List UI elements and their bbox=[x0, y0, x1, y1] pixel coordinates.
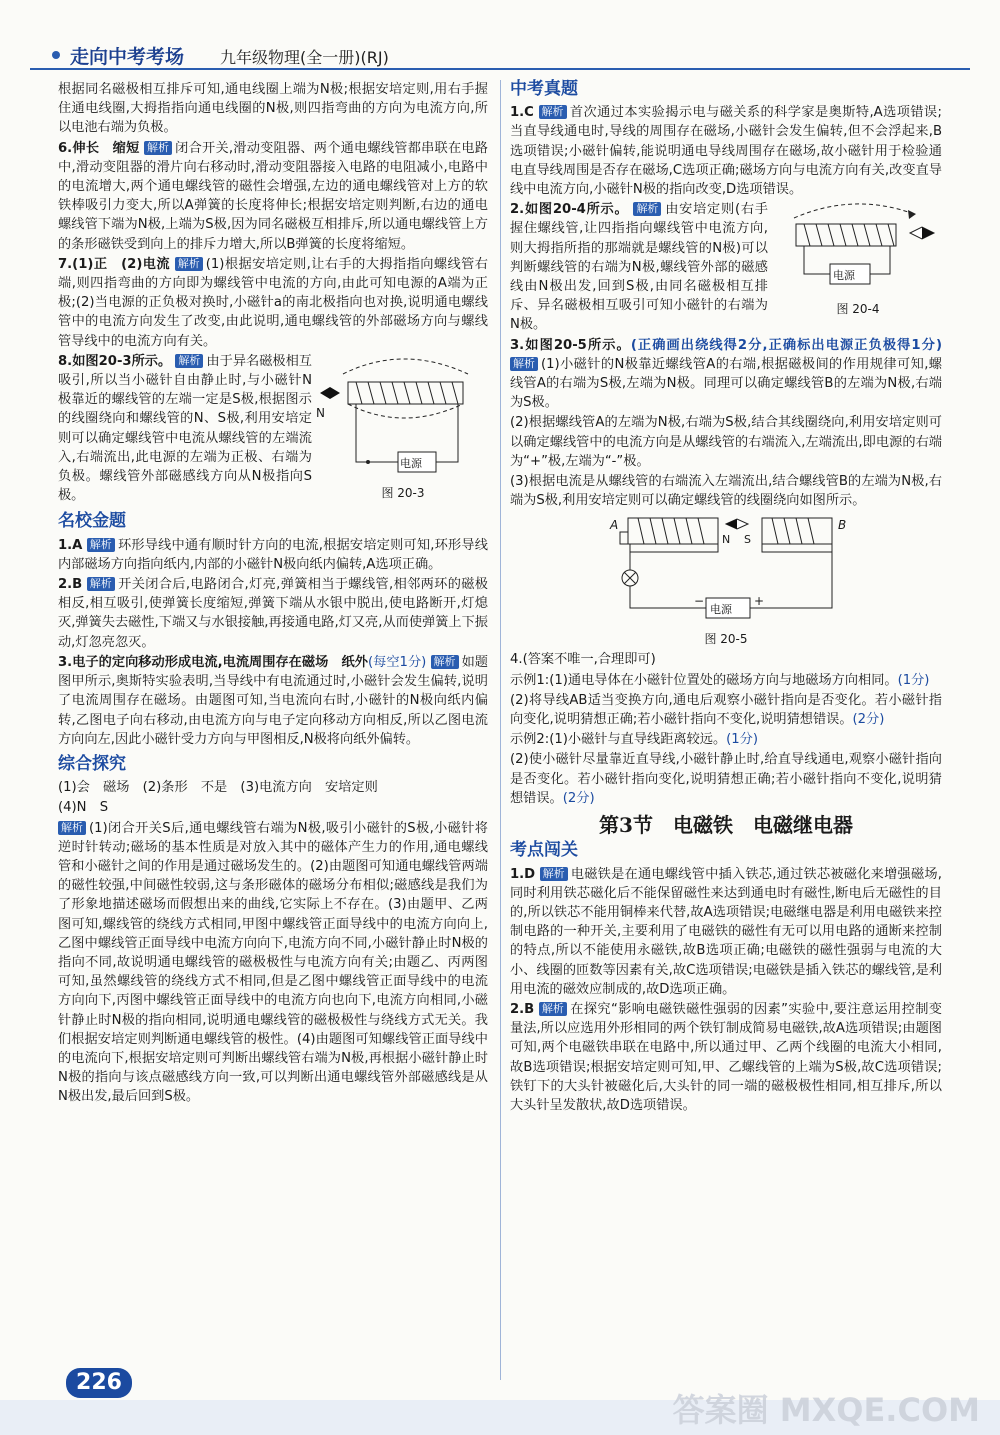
mx-answer-3-body: 如题图甲所示,奥斯特实验表明,当导线中有电流通过时,小磁针会发生偏转,说明了电流周围存在磁场。由题图可知,当电流向右时,小磁针的N极向纸内偏转,乙图电子向右移动,由电流方向与电子定向移动方向相反,所以乙图电流方向向左,因此小磁针受力方向与甲图相反,N极将向纸外偏转。 bbox=[58, 654, 488, 747]
mx-answer-2-body: 开关闭合后,电路闭合,灯亮,弹簧相当于螺线管,相邻两环的磁极相反,相互吸引,使弹簧长度缩短,弹簧下端从水银中脱出,使电路断开,灯熄灭,弹簧失去磁性,下端又与水银接触,再接通电路,灯又亮,从而使弹簧上下振动,灯忽亮忽灭。 bbox=[58, 577, 488, 650]
zt-answer-2-body: 由安培定则(右手握住螺线管,让四指指向螺线管中电流方向,则大拇指所指的那端就是螺线管的N极)可以判断螺线管的右端为N极,螺线管外部的磁感线由N极出发,回到S极,由同名磁极相互排斥、异名磁极相互吸引可知小磁针的右端为N极。 bbox=[510, 202, 768, 333]
figure-20-5-label-s: S bbox=[744, 533, 751, 547]
zt-answer-4-head: 4.(答案不唯一,合理即可) bbox=[510, 652, 656, 668]
zh-answer-line-2: (4)N S bbox=[58, 800, 109, 816]
zt-answer-3-body-1: (1)小磁针的N极靠近螺线管A的右端,根据磁极间的作用规律可知,螺线管A的右端为S极,左端为N极。同理可以确定螺线管B的左端为N极,右端为S极。 bbox=[510, 356, 942, 411]
answer-7-head: 7.(1)正 (2)电流 bbox=[58, 256, 171, 272]
answer-8-body: 由于异名磁极相互吸引,所以当小磁针自由静止时,与小磁针N极靠近的螺线管的左端一定是S极,根据图示的线圈绕向和螺线管的N、S极,利用安培定则可以确定螺线管中电流从螺线管的左端流入,右端流出,此电源的左端为正极、右端为负极。螺线管外部磁感线方向从N极指向S极。 bbox=[58, 353, 312, 504]
analysis-tag: 解析 bbox=[510, 357, 538, 371]
zt-answer-4-example-2-part-2-score: (2分) bbox=[562, 790, 595, 806]
section-zhenti-title: 中考真题 bbox=[510, 79, 578, 99]
zt-answer-4-example-2-part-2 bbox=[510, 750, 942, 808]
zh-analysis bbox=[58, 819, 488, 1107]
figure-20-5 bbox=[510, 512, 942, 648]
book-title: 走向中考考场 bbox=[70, 46, 185, 68]
mx-answer-3-score: (每空1分) bbox=[367, 654, 427, 670]
figure-20-5-label-a: A bbox=[610, 518, 619, 533]
analysis-tag: 解析 bbox=[633, 202, 661, 216]
zt-answer-4-example-1-part-2-text: (2)将导线AB适当变换方向,通电后观察小磁针指向是否变化。若小磁针指向变化,说明猜想正确;若小磁针指向不变化,说明猜想错误。 bbox=[510, 692, 942, 728]
mx-answer-1-body: 环形导线中通有顺时针方向的电流,根据安培定则可知,环形导线内部磁场方向指向纸内,内部的小磁针N极向纸内偏转,A选项正确。 bbox=[58, 537, 488, 572]
zt-answer-4-example-1 bbox=[510, 671, 942, 690]
figure-20-5-plus: + bbox=[754, 594, 765, 609]
kd-answer-1-body: 电磁铁是在通电螺线管中插入铁芯,通过铁芯被磁化来增强磁场,同时利用铁芯磁化后不能保留磁性来达到通电时有磁性,断电后无磁性的目的,所以铁芯不能用铜棒来代替,故A选项错误;电磁继电器是利用电磁铁来控制电路的一种开关,主要利用了电磁铁的磁性有无可以用电路的通断来控制的特点,所以不能使用永磁铁,故B选项正确;电磁铁的磁性强弱与电流的大小、线圈的匝数等因素有关,故C选项错误;电磁铁是插入铁芯的螺线管,是利用电流的磁效应制成的,故D选项正确。 bbox=[510, 866, 942, 997]
figure-20-3-n-label: N bbox=[316, 405, 325, 420]
analysis-tag: 解析 bbox=[87, 538, 115, 552]
zt-answer-4-example-2-part-2-text: (2)使小磁针尽量靠近直导线,小磁针静止时,给直导线通电,观察小磁针指向是否变化。若小磁针指向变化,说明猜想正确;若小磁针指向不变化,说明猜想错误。 bbox=[510, 752, 942, 806]
zt-answer-1 bbox=[510, 103, 942, 199]
figure-20-4-power-label: 电源 bbox=[833, 269, 855, 283]
mx-answer-2 bbox=[58, 575, 488, 652]
mx-answer-3 bbox=[58, 653, 488, 749]
kd-answer-1 bbox=[510, 865, 942, 999]
left-column bbox=[58, 80, 488, 1108]
analysis-tag: 解析 bbox=[58, 821, 86, 835]
answer-6 bbox=[58, 139, 488, 254]
book-subtitle: 九年级物理(全一册)(RJ) bbox=[220, 48, 389, 67]
zh-answer-line-1: (1)会 磁场 (2)条形 不是 (3)电流方向 安培定则 bbox=[58, 780, 378, 796]
zt-answer-4-example-1-part-2-score: (2分) bbox=[852, 712, 885, 728]
zt-answer-3-part-3: (3)根据电流是从螺线管的右端流入左端流出,结合螺线管B的左端为N极,右端为S极,利用安培定则可以确定螺线管的线圈绕向如图所示。 bbox=[510, 474, 942, 509]
column-divider bbox=[500, 80, 501, 1380]
figure-20-5-minus: − bbox=[694, 594, 705, 609]
answer-7-body: (1)根据安培定则,让右手的大拇指指向螺线管右端,则四指弯曲的方向即为螺线管中电流的方向,由此可知电源的A端为正极;(2)当电源的正负极对换时,小磁针a的南北极指向也对换,说明通电螺线管中的电流方向发生了改变,由此说明,通电螺线管的外部磁场方向与螺线管导线中的电流方向有关。 bbox=[58, 256, 488, 349]
figure-20-3-caption: 图 20-3 bbox=[381, 485, 425, 500]
zt-answer-1-head: 1.C bbox=[510, 105, 534, 121]
zt-answer-2 bbox=[510, 200, 942, 335]
zt-answer-4-example-2 bbox=[510, 730, 942, 749]
zt-answer-3 bbox=[510, 336, 942, 413]
figure-20-3-power-label: 电源 bbox=[400, 456, 422, 470]
zt-answer-3-score: (正确画出绕线得2分,正确标出电源正负极得1分) bbox=[630, 337, 943, 353]
analysis-tag: 解析 bbox=[175, 257, 203, 271]
analysis-tag: 解析 bbox=[539, 105, 567, 119]
zt-answer-2-head: 2.如图20-4所示。 bbox=[510, 202, 629, 218]
zt-answer-4-example-1-part-2 bbox=[510, 691, 942, 729]
analysis-tag: 解析 bbox=[539, 1002, 567, 1016]
answer-5-continued: 根据同名磁极相互排斥可知,通电线圈上端为N极;根据安培定则,用右手握住通电线圈,大拇指指向通电线圈的N极,则四指弯曲的方向为电流方向,所以电池右端为负极。 bbox=[58, 82, 488, 136]
mx-answer-2-head: 2.B bbox=[58, 577, 83, 593]
section-heading-3: 第3节 电磁铁 电磁继电器 bbox=[599, 813, 853, 838]
mx-answer-1-head: 1.A bbox=[58, 537, 83, 553]
mx-answer-1 bbox=[58, 536, 488, 574]
section-kaodian-title: 考点闯关 bbox=[510, 840, 578, 861]
figure-20-3 bbox=[318, 352, 488, 502]
section-mingxiao-title: 名校金题 bbox=[58, 511, 126, 532]
page-header bbox=[30, 38, 970, 72]
section-zonghe-title: 综合探究 bbox=[58, 753, 126, 774]
mx-answer-3-head: 3.电子的定向移动形成电流,电流周围存在磁场 纸外 bbox=[58, 654, 368, 670]
right-column bbox=[510, 80, 942, 1116]
answer-7 bbox=[58, 255, 488, 351]
zt-answer-3-head: 3.如图20-5所示。 bbox=[510, 337, 631, 353]
answer-6-head: 6.伸长 缩短 bbox=[58, 140, 140, 156]
zt-answer-4-example-2-text: 示例2:(1)小磁针与直导线距离较远。 bbox=[510, 732, 727, 748]
kd-answer-1-head: 1.D bbox=[510, 866, 536, 882]
analysis-tag: 解析 bbox=[175, 354, 203, 368]
answer-8-head: 8.如图20-3所示。 bbox=[58, 353, 172, 369]
zt-answer-3-part-2: (2)根据螺线管A的左端为N极,右端为S极,结合其线圈绕向,利用安培定则可以确定螺线管中的电流方向是从螺线管的右端流入,左端流出,即电源的右端为“+”极,左端为“-”极。 bbox=[510, 415, 942, 469]
kd-answer-2-body: 在探究“影响电磁铁磁性强弱的因素”实验中,要注意运用控制变量法,所以应选用外形相同的两个铁钉制成简易电磁铁,故A选项错误;由题图可知,两个电磁铁串联在电路中,所以通过甲、乙两个线圈的电流大小相同,故B选项错误;根据安培定则可知,甲、乙螺线管的上端为S极,故C选项错误;铁钉下的大头针被磁化后,大头针的同一端的磁极极性相同,相互排斥,所以大头针呈发散状,故D选项错误。 bbox=[510, 1001, 942, 1113]
analysis-tag: 解析 bbox=[144, 141, 172, 155]
analysis-tag: 解析 bbox=[540, 867, 568, 881]
analysis-tag: 解析 bbox=[87, 577, 115, 591]
zt-answer-4-example-1-text: 示例1:(1)通电导体在小磁针位置处的磁场方向与地磁场方向相同。 bbox=[510, 672, 898, 688]
kd-answer-2 bbox=[510, 1000, 942, 1115]
figure-20-4-diagram bbox=[774, 200, 942, 300]
zt-answer-4-example-1-score: (1分) bbox=[897, 672, 930, 688]
figure-20-4 bbox=[774, 200, 942, 318]
page-number: 226 bbox=[66, 1368, 132, 1398]
watermark-logo: 答案圈 MXQE.COM bbox=[672, 1391, 980, 1429]
header-bullet-icon bbox=[52, 51, 60, 59]
answer-8 bbox=[58, 352, 488, 507]
figure-20-5-power-label: 电源 bbox=[710, 603, 732, 617]
figure-20-4-caption: 图 20-4 bbox=[836, 302, 880, 317]
zt-answer-4-example-2-score: (1分) bbox=[726, 732, 759, 748]
answer-6-body: 闭合开关,滑动变阻器、两个通电螺线管都串联在电路中,滑动变阻器的滑片向右移动时,滑动变阻器接入电路的电阻减小,电路中的电流增大,两个通电螺线管的磁性会增强,左边的通电螺线管对上方的软铁棒吸引力变大,所以A弹簧的长度将伸长;根据安培定则判断,右边的通电螺线管下端为N极,上端为S极,因为同名磁极互相排斥,所以通电螺线管上方的条形磁铁受到向上的排斥力增大,所以B弹簧的长度将缩短。 bbox=[58, 140, 488, 252]
zh-analysis-body: (1)闭合开关S后,通电螺线管右端为N极,吸引小磁针的S极,小磁针将逆时针转动;磁场的基本性质是对放入其中的磁体产生力的作用,通电螺线管和小磁针之间的作用是通过磁场发生的。(2)由题图可知通电螺线管两端的磁性较强,中间磁性较弱,这与条形磁体的磁场分布相似;磁感线是我们为了形象地描述磁场而假想出来的曲线,它实际上不存在。(3)由题甲、乙两图可知,螺线管的绕线方式相同,甲图中螺线管正面导线中的电流方向向上,乙图中螺线管正面导线中电流方向向下,电流方向不同,小磁针静止时N极的指向不同,故说明通电螺线管的磁极极性与电流方向有关;由题乙、丙两图可知,虽然螺线管的绕线方式不相同,但是乙图中螺线管正面导线中的电流方向向下,丙图中螺线管正面导线中的电流方向也向下,电流方向相同,小磁针静止时N极的指向相同,说明通电螺线管的磁极极性与绕线方式无关。我们根据安培定则判断通电螺线管的极性。(4)由题图可知螺线管正面导线中的电流向下,根据安培定则可判断出螺线管右端为N极,再根据小磁针静止时N极的指向与该点磁感线方向一致,可以判断出通电螺线管外部磁感线是从N极出发,最后回到S极。 bbox=[58, 820, 488, 1105]
figure-20-5-caption: 图 20-5 bbox=[704, 632, 748, 647]
zt-answer-1-body: 首次通过本实验揭示电与磁关系的科学家是奥斯特,A选项错误;当直导线通电时,导线的周围存在磁场,小磁针会发生偏转,但不会浮起来,B选项错误;小磁针偏转,能说明通电导线周围存在磁场,故小磁针用于检验通电直导线周围是否存在磁场,C选项正确;磁场方向与电流方向有关,改变直导线中电流方向,小磁针N极的指向改变,D选项错误。 bbox=[510, 105, 942, 198]
kd-answer-2-head: 2.B bbox=[510, 1001, 535, 1017]
analysis-tag: 解析 bbox=[431, 655, 459, 669]
header-rule bbox=[30, 68, 970, 70]
figure-20-5-label-b: B bbox=[838, 518, 847, 533]
figure-20-5-label-n: N bbox=[722, 533, 731, 547]
